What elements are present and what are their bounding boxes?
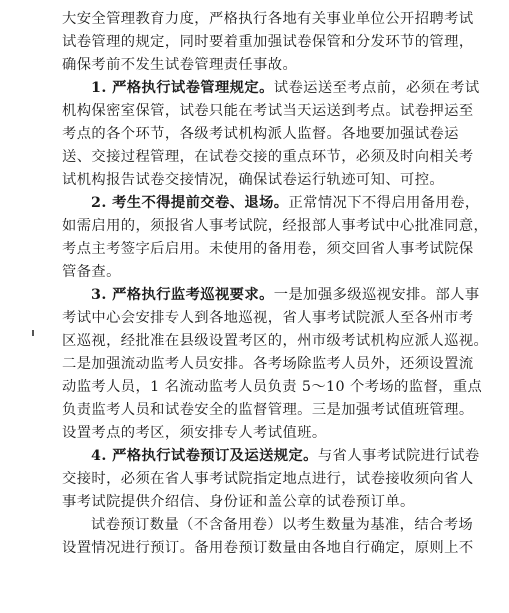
section-heading-line	[62, 192, 498, 215]
text-line	[62, 123, 498, 146]
line-text: 设置考点的考区，须安排专人考试值班。	[62, 425, 327, 441]
line-text: 试卷预订数量（不含备用卷）以考生数量为基准，结合考场	[91, 517, 474, 533]
document-body	[62, 8, 498, 560]
line-text: 管备查。	[62, 264, 121, 280]
line-text: 二是加强流动监考人员安排。各考场除监考人员外，还须设置流	[62, 356, 474, 372]
line-text: 确保考前不发生试卷管理责任事故。	[62, 57, 298, 73]
text-line	[62, 261, 498, 284]
text-line	[62, 238, 498, 261]
text-line	[62, 491, 498, 514]
text-line	[62, 8, 498, 31]
text-line	[62, 146, 498, 169]
text-line	[62, 54, 498, 77]
line-text: 一是加强多级巡视安排。部人事	[273, 287, 480, 303]
text-line	[62, 376, 498, 399]
line-text: 设置情况进行预订。备用卷预订数量由各地自行确定，原则上不	[62, 540, 474, 556]
text-line	[62, 537, 498, 560]
line-text: 动监考人员，1 名流动监考人员负责 5～10 个考场的监督，重点	[62, 379, 483, 395]
text-line	[62, 215, 498, 238]
line-text: 机构保密室保管，试卷只能在考试当天运送到考点。试卷押运至	[62, 103, 474, 119]
text-line	[62, 169, 498, 192]
line-text: 试机构报告试卷交接情况，确保试卷运行轨迹可知、可控。	[62, 172, 445, 188]
line-text: 考点的各个环节，各级考试机构派人监督。各地要加强试卷运	[62, 126, 459, 142]
line-text: 如需启用的，须报省人事考试院，经报部人事考试中心批准同意，	[62, 218, 489, 234]
line-text: 负责监考人员和试卷安全的监督管理。三是加强考试值班管理。	[62, 402, 474, 418]
line-text: 考点主考签字后启用。未使用的备用卷，须交回省人事考试院保	[62, 241, 474, 257]
line-text: 事考试院提供介绍信、身份证和盖公章的试卷预订单。	[62, 494, 415, 510]
text-line	[62, 31, 498, 54]
section-heading: 2. 考生不得提前交卷、退场。	[91, 195, 289, 211]
text-line	[62, 330, 498, 353]
text-line	[62, 399, 498, 422]
line-text: 送、交接过程管理，在试卷交接的重点环节，必须及时向相关考	[62, 149, 474, 165]
line-text: 试卷运送至考点前，必须在考试	[273, 80, 480, 96]
margin-scan-mark	[32, 330, 34, 336]
text-line	[62, 514, 498, 537]
section-heading-line	[62, 284, 498, 307]
line-text: 区巡视，经批准在县级设置考区的，州市级考试机构应派人巡视。	[62, 333, 489, 349]
line-text: 试卷管理的规定，同时要着重加强试卷保管和分发环节的管理，	[62, 34, 474, 50]
line-text: 正常情况下不得启用备用卷，	[288, 195, 480, 211]
section-heading-line	[62, 445, 498, 468]
section-heading-line	[62, 77, 498, 100]
text-line	[62, 422, 498, 445]
text-line	[62, 468, 498, 491]
text-line	[62, 307, 498, 330]
line-text: 大安全管理教育力度，严格执行各地有关事业单位公开招聘考试	[62, 11, 474, 27]
line-text: 交接时，必须在省人事考试院指定地点进行，试卷接收须向省人	[62, 471, 474, 487]
section-heading: 4. 严格执行试卷预订及运送规定。	[91, 448, 318, 464]
section-heading: 1. 严格执行试卷管理规定。	[91, 80, 274, 96]
text-line	[62, 353, 498, 376]
line-text: 与省人事考试院进行试卷	[317, 448, 480, 464]
text-line	[62, 100, 498, 123]
line-text: 考试中心会安排专人到各地巡视，省人事考试院派人至各州市考	[62, 310, 474, 326]
section-heading: 3. 严格执行监考巡视要求。	[91, 287, 274, 303]
